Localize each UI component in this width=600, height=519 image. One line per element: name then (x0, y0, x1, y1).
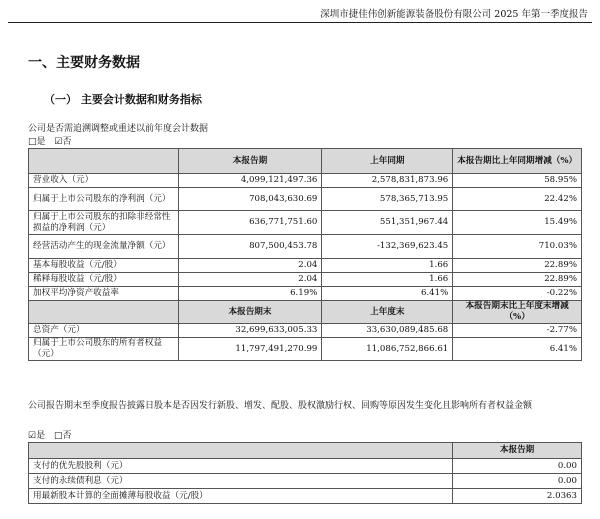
cell-value: 22.89% (453, 273, 582, 287)
table-row (29, 338, 582, 361)
cell-value: 1.66 (322, 259, 453, 273)
table-row (29, 287, 582, 301)
row-label: 稀释每股收益（元/股） (29, 273, 179, 287)
share-capital-options (28, 428, 71, 441)
table-header-row (29, 301, 582, 324)
section-title: 一、主要财务数据 (28, 55, 140, 71)
header-blank (29, 443, 453, 459)
row-label: 支付的优先股股利（元） (29, 459, 453, 474)
cell-value: 32,699,633,005.33 (178, 324, 322, 338)
table-row (29, 474, 582, 489)
header-divider (8, 22, 592, 23)
cell-value: 636,771,751.60 (178, 211, 322, 235)
cell-value: 807,500,453.78 (178, 235, 322, 259)
cell-value: 11,086,752,866.61 (322, 338, 453, 361)
header-prior-year-end: 上年度末 (322, 301, 453, 324)
table-row (29, 324, 582, 338)
row-label: 经营活动产生的现金流量净额（元） (29, 235, 179, 259)
table-header-row (29, 443, 582, 459)
cell-value: 2.04 (178, 273, 322, 287)
table-row (29, 489, 582, 504)
cell-value: 2.0363 (453, 489, 582, 504)
row-label: 营业收入（元） (29, 174, 179, 188)
header-current-period: 本报告期 (178, 149, 322, 174)
table-row (29, 259, 582, 273)
cell-value: -132,369,623.45 (322, 235, 453, 259)
share-capital-question: 公司报告期末至季度报告披露日股本是否因发行新股、增发、配股、股权激励行权、回购等原因发生变化且影响所有者权益金额 (28, 401, 533, 411)
header-period-end: 本报告期末 (178, 301, 322, 324)
row-label: 总资产（元） (29, 324, 179, 338)
cell-value: 1.66 (322, 273, 453, 287)
header-prior-period: 上年同期 (322, 149, 453, 174)
cell-value: 6.41% (322, 287, 453, 301)
restatement-options (28, 134, 71, 147)
option-yes[interactable]: ☑是 (28, 431, 46, 441)
cell-value: 6.41% (453, 338, 582, 361)
table-row (29, 174, 582, 188)
cell-value: 6.19% (178, 287, 322, 301)
option-no[interactable]: ☑否 (54, 137, 72, 147)
cell-value: 578,365,713.95 (322, 188, 453, 211)
cell-value: 708,043,630.69 (178, 188, 322, 211)
table-row (29, 211, 582, 235)
row-label: 支付的永续债利息（元） (29, 474, 453, 489)
cell-value: 15.49% (453, 211, 582, 235)
header-yoy-change: 本报告期比上年同期增减（%） (453, 149, 582, 174)
row-label: 归属于上市公司股东的所有者权益（元） (29, 338, 179, 361)
option-yes[interactable]: □是 (28, 137, 46, 147)
cell-value: 0.00 (453, 459, 582, 474)
cell-value: 33,630,089,485.68 (322, 324, 453, 338)
restatement-question: 公司是否需追溯调整或重述以前年度会计数据 (28, 124, 209, 134)
header-blank (29, 149, 179, 174)
cell-value: 551,351,967.44 (322, 211, 453, 235)
row-label: 用最新股本计算的全面摊薄每股收益（元/股） (29, 489, 453, 504)
table-row (29, 235, 582, 259)
cell-value: 0.00 (453, 474, 582, 489)
row-label: 归属于上市公司股东的扣除非经常性损益的净利润（元） (29, 211, 179, 235)
cell-value: 58.95% (453, 174, 582, 188)
cell-value: 4,099,121,497.36 (178, 174, 322, 188)
key-financial-data-table (28, 148, 582, 361)
table-row (29, 188, 582, 211)
subsection-title: （一） 主要会计数据和财务指标 (44, 93, 202, 106)
row-label: 归属于上市公司股东的净利润（元） (29, 188, 179, 211)
cell-value: 11,797,491,270.99 (178, 338, 322, 361)
row-label: 基本每股收益（元/股） (29, 259, 179, 273)
option-no[interactable]: □否 (53, 431, 72, 441)
cell-value: 2.04 (178, 259, 322, 273)
table-row (29, 459, 582, 474)
report-header: 深圳市捷佳伟创新能源装备股份有限公司 2025 年第一季度报告 (320, 9, 588, 20)
cell-value: 2,578,831,873.96 (322, 174, 453, 188)
header-current-period: 本报告期 (453, 443, 582, 459)
diluted-eps-table (28, 442, 582, 504)
header-change-vs-year-end: 本报告期末比上年度末增减（%） (453, 301, 582, 324)
header-blank (29, 301, 179, 324)
cell-value: 22.89% (453, 259, 582, 273)
cell-value: -2.77% (453, 324, 582, 338)
table-header-row (29, 149, 582, 174)
cell-value: 710.03% (453, 235, 582, 259)
cell-value: 22.42% (453, 188, 582, 211)
cell-value: -0.22% (453, 287, 582, 301)
table-row (29, 273, 582, 287)
row-label: 加权平均净资产收益率 (29, 287, 179, 301)
